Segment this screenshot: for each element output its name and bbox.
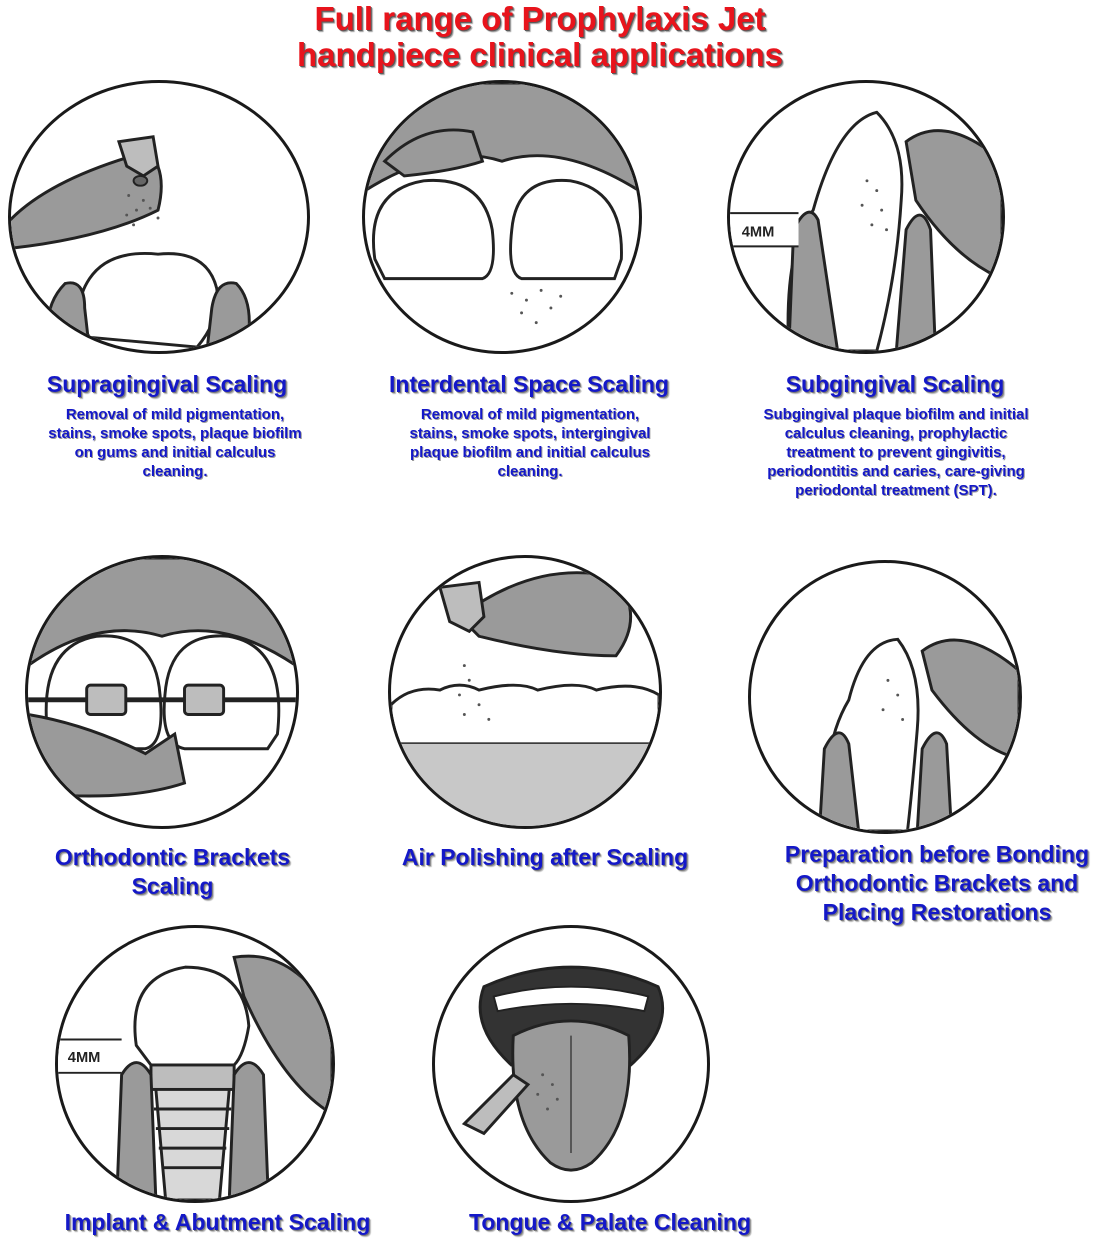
card-title-implant-abutment: Implant & Abutment Scaling: [64, 1209, 371, 1235]
card-title-air-polishing: Air Polishing after Scaling: [401, 844, 689, 870]
tongue-palate-illustration: [432, 925, 710, 1203]
card-title-interdental: Interdental Space Scaling: [389, 371, 669, 397]
interdental-illustration: [362, 80, 642, 354]
card-desc-supragingival: Removal of mild pigmentation, stains, smoke spots, plaque biofilm on gums and initial calculus cleaning.: [48, 406, 302, 480]
card-title-orthodontic-brackets: Orthodontic Brackets Scaling: [54, 844, 291, 899]
subgingival-illustration: [727, 80, 1005, 354]
orthodontic-brackets-illustration: [25, 555, 299, 829]
card-desc-interdental: Removal of mild pigmentation, stains, smoke spots, intergingival plaque biofilm and initial calculus cleaning.: [409, 406, 651, 480]
card-title-preparation-bonding: Preparation before Bonding Orthodontic Brackets and Placing Restorations: [784, 841, 1090, 925]
card-title-supragingival: Supragingival Scaling: [46, 371, 288, 397]
subgingival-depth-label: 4MM: [741, 224, 775, 241]
page-title-line-2: handpiece clinical applications: [297, 36, 783, 73]
implant-abutment-illustration: [55, 925, 335, 1203]
air-polishing-illustration: [388, 555, 662, 829]
implant-depth-label: 4MM: [67, 1050, 101, 1067]
card-title-subgingival: Subgingival Scaling: [785, 371, 1005, 397]
page-title-line-1: Full range of Prophylaxis Jet: [314, 0, 766, 37]
preparation-bonding-illustration: [748, 560, 1022, 834]
card-title-tongue-palate: Tongue & Palate Cleaning: [469, 1209, 751, 1235]
supragingival-illustration: [8, 80, 310, 354]
card-desc-subgingival: Subgingival plaque biofilm and initial calculus cleaning, prophylactic treatment to prevent gingivitis, periodontitis and caries, care-giving periodontal treatment (SPT).: [763, 406, 1029, 499]
